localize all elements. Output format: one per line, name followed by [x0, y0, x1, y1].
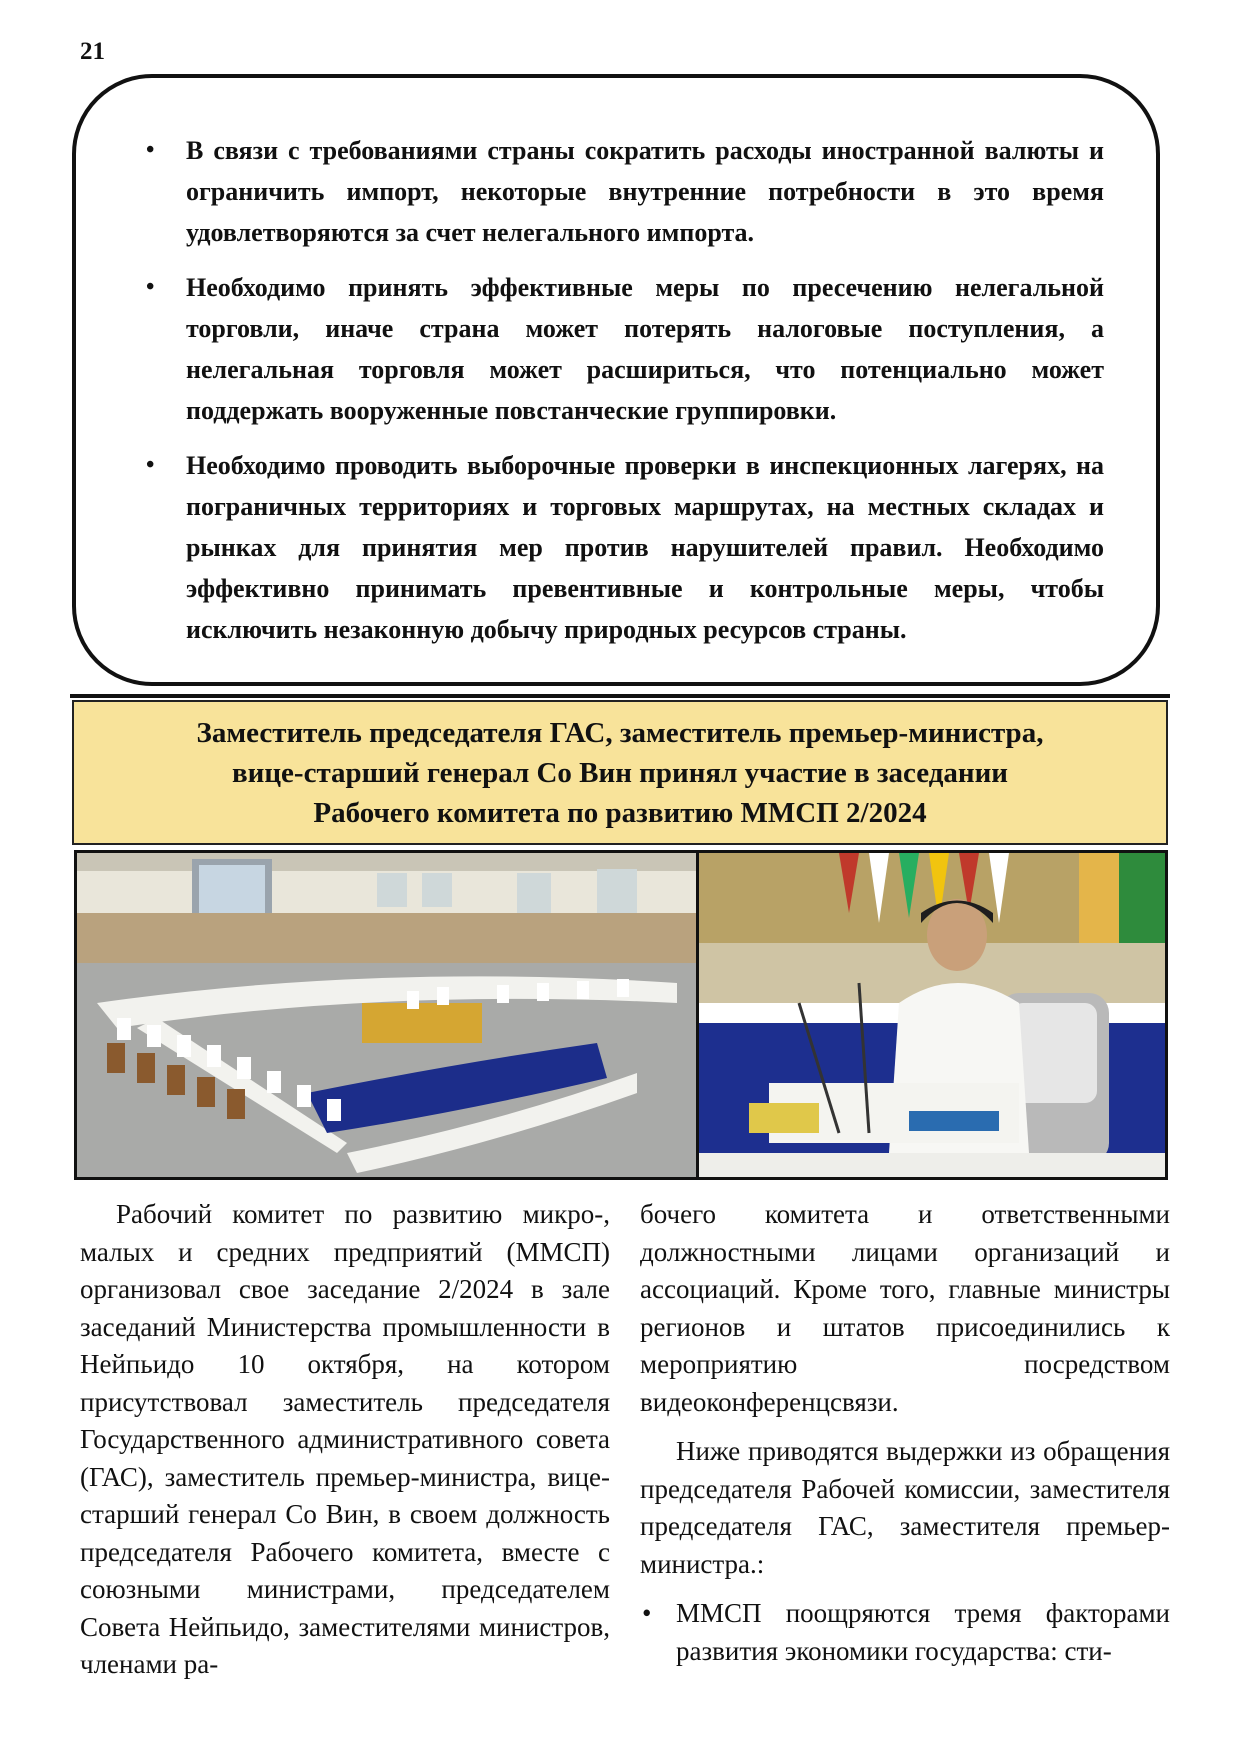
key-point-item: • Необходимо принять эффективные меры по пресечению нелегальной торговли, иначе страна может потерять налоговые поступления, а нелегальная торговля может расшириться, что потенциально может поддержать вооруженные повстанческие группировки. — [146, 267, 1104, 431]
article-paragraph: Рабочий комитет по развитию микро-, малых и средних предприятий (ММСП) организовал свое заседание 2/2024 в зале заседаний Министерства промышленности в Нейпьидо 10 октября, на котором присутствовал заместитель председателя Государственного административного совета (ГАС), заместитель премьер-министра, вице-старший генерал Со Вин, в своем должность председателя Рабочего комитета, вместе с союзными министрами, председателем Совета Нейпьидо, заместителями министров, членами ра- — [80, 1199, 610, 1679]
headline-line-3: Рабочего комитета по развитию ММСП 2/2024 — [313, 796, 927, 829]
speaker-image — [699, 853, 1165, 1177]
article-column-left — [80, 1196, 610, 1696]
article-paragraph: Ниже приводятся выдержки из обращения председателя Рабочей комиссии, заместителя председателя ГАС, заместителя премьер-министра.: — [640, 1436, 1170, 1579]
meeting-hall-photo — [77, 853, 696, 1177]
key-point-item: • Необходимо проводить выборочные проверки в инспекционных лагерях, на пограничных территориях и торговых маршрутах, на местных складах и рынках для принятия мер против нарушителей правил. Необходимо эффективно принимать превентивные и контрольные меры, чтобы исключить незаконную добычу природных ресурсов страны. — [146, 445, 1104, 650]
key-points-box — [72, 74, 1160, 686]
meeting-hall-image — [77, 853, 696, 1177]
article-paragraph: бочего комитета и ответственными должностными лицами организаций и ассоциаций. Кроме того, главные министры регионов и штатов присоединились к мероприятию посредством видеоконференцсвязи. — [640, 1199, 1170, 1417]
key-point-item: • В связи с требованиями страны сократить расходы иностранной валюты и ограничить импорт, некоторые внутренние потребности в это время удовлетворяются за счет нелегального импорта. — [146, 130, 1104, 253]
section-divider — [70, 694, 1170, 698]
page-number: 21 — [80, 38, 105, 65]
headline-line-2: вице-старший генерал Со Вин принял участие в заседании — [231, 756, 1009, 789]
article-headline — [72, 700, 1168, 845]
key-points-list — [76, 78, 1156, 650]
article-column-right — [640, 1196, 1170, 1682]
headline-line-1: Заместитель председателя ГАС, заместитель премьер-министра, — [196, 716, 1044, 749]
photo-strip — [74, 850, 1168, 1180]
speaker-photo — [699, 853, 1165, 1177]
article-bullet-item: • ММСП поощряются тремя факторами развития экономики государства: сти- — [640, 1595, 1170, 1670]
